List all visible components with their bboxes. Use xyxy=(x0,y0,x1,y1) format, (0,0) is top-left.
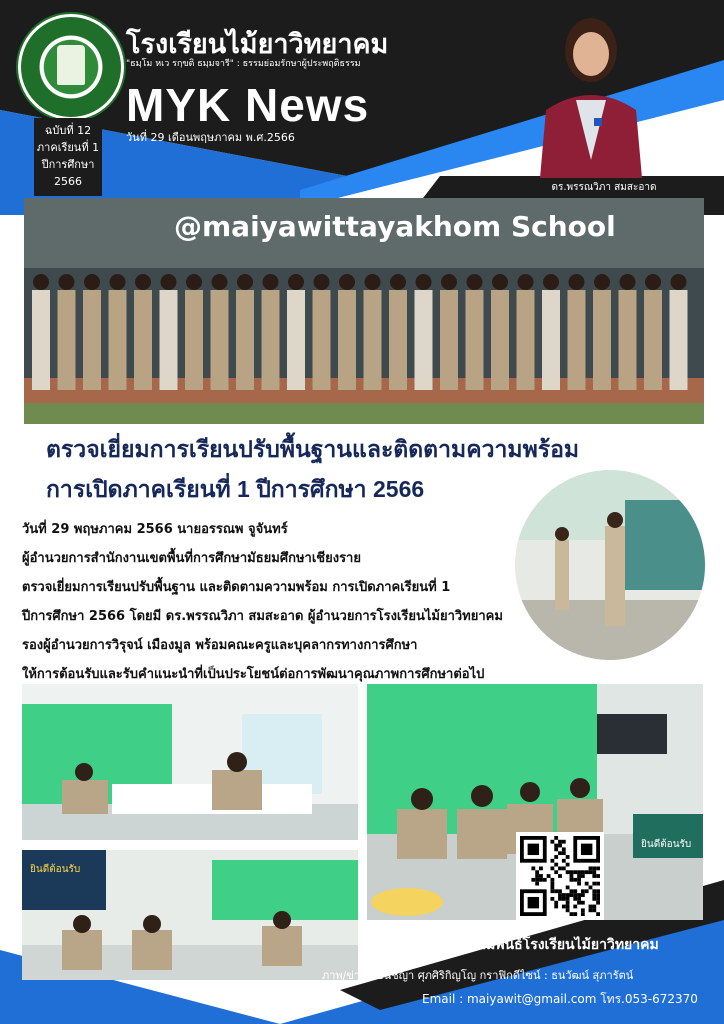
person-head xyxy=(518,274,534,290)
person-figure xyxy=(236,290,254,390)
person-figure xyxy=(491,290,509,390)
person-figure xyxy=(109,290,127,390)
school-seal-logo xyxy=(18,14,124,120)
issue-date: วันที่ 29 เดือนพฤษภาคม พ.ศ.2566 xyxy=(126,131,295,144)
person-figure xyxy=(58,290,76,390)
footer-contact: Email : maiyawit@gmail.com โทร.053-672370 xyxy=(422,992,698,1006)
person-head xyxy=(671,274,687,290)
person-figure xyxy=(619,290,637,390)
person-figure xyxy=(670,290,688,390)
group-photo xyxy=(24,198,704,424)
school-sign-text: @maiyawittayakhom School xyxy=(174,210,616,243)
welcome-sign-text: ยินดีต้อนรับ xyxy=(641,839,692,850)
body-line-6: ให้การต้อนรับและรับคำแนะนำที่เป็นประโยชน์ต่อการพัฒนาคุณภาพการศึกษาต่อไป xyxy=(22,667,485,682)
person-figure xyxy=(364,290,382,390)
person-figure xyxy=(313,290,331,390)
body-line-5: รองผู้อำนวยการวิรุจน์ เมืองมูล พร้อมคณะครูและบุคลากรทางการศึกษา xyxy=(22,638,418,653)
person-head xyxy=(492,274,508,290)
person-head xyxy=(33,274,49,290)
person-head xyxy=(365,274,381,290)
person-head xyxy=(110,274,126,290)
person-head xyxy=(186,274,202,290)
body-line-3: ตรวจเยี่ยมการเรียนปรับพื้นฐาน และติดตามความพร้อม การเปิดภาคเรียนที่ 1 xyxy=(22,580,451,595)
issue-number: ฉบับที่ 12 xyxy=(44,124,92,137)
person-head xyxy=(237,274,253,290)
person-figure xyxy=(83,290,101,390)
person-head xyxy=(620,274,636,290)
qr-code[interactable] xyxy=(516,832,604,920)
person-head xyxy=(263,274,279,290)
person-figure xyxy=(415,290,433,390)
meeting-photo-bottom xyxy=(22,850,358,980)
person-figure xyxy=(185,290,203,390)
person-head xyxy=(135,274,151,290)
person-figure xyxy=(160,290,178,390)
person-head xyxy=(59,274,75,290)
person-head xyxy=(339,274,355,290)
person-figure xyxy=(542,290,560,390)
person-head xyxy=(441,274,457,290)
person-figure xyxy=(466,290,484,390)
person-head xyxy=(594,274,610,290)
person-head xyxy=(467,274,483,290)
body-line-2: ผู้อำนวยการสำนักงานเขตพื้นที่การศึกษามัธยมศึกษาเชียงราย xyxy=(22,551,361,566)
walking-visit-photo xyxy=(515,470,705,660)
person-figure xyxy=(134,290,152,390)
school-name: โรงเรียนไม้ยาวิทยาคม xyxy=(126,29,389,59)
footer-credits: ภาพ/ข่าว : ธนัชญา ศุภศิริกิญโญ กราฟิกดีไซน์ : ธนวัฒน์ สุภารัตน์ xyxy=(322,969,634,982)
person-head xyxy=(416,274,432,290)
person-figure xyxy=(568,290,586,390)
person-head xyxy=(569,274,585,290)
headline-line-1: ตรวจเยี่ยมการเรียนปรับพื้นฐานและติดตามความพร้อม xyxy=(46,436,580,462)
person-figure xyxy=(440,290,458,390)
person-figure xyxy=(593,290,611,390)
person-figure xyxy=(338,290,356,390)
person-figure xyxy=(644,290,662,390)
person-figure xyxy=(287,290,305,390)
issue-semester: ภาคเรียนที่ 1 xyxy=(36,141,100,154)
person-figure xyxy=(517,290,535,390)
person-head xyxy=(212,274,228,290)
director-portrait xyxy=(532,10,650,178)
issue-year-label: ปีการศึกษา xyxy=(41,158,95,171)
person-figure xyxy=(32,290,50,390)
issue-year: 2566 xyxy=(54,175,82,188)
person-figure xyxy=(262,290,280,390)
screen-welcome-text: ยินดีต้อนรับ xyxy=(30,864,81,875)
person-head xyxy=(543,274,559,290)
body-line-1: วันที่ 29 พฤษภาคม 2566 นายอรรณพ จูจันทร์ xyxy=(22,522,288,537)
director-name: ดร.พรรณวิภา สมสะอาด xyxy=(551,182,657,193)
person-figure xyxy=(211,290,229,390)
person-head xyxy=(390,274,406,290)
person-head xyxy=(84,274,100,290)
headline-line-2: การเปิดภาคเรียนที่ 1 ปีการศึกษา 2566 xyxy=(46,476,425,502)
person-head xyxy=(288,274,304,290)
school-motto: "ธมฺโม หเว รกฺขติ ธมฺมจารี" : ธรรมย่อมรักษาผู้ประพฤติธรรม xyxy=(126,59,361,69)
person-head xyxy=(161,274,177,290)
person-head xyxy=(314,274,330,290)
newsletter-title: MYK News xyxy=(126,79,370,131)
meeting-photo-left xyxy=(22,684,358,840)
footer-department: งานประชาสัมพันธ์โรงเรียนไม้ยาวิทยาคม xyxy=(412,937,659,953)
person-head xyxy=(645,274,661,290)
issue-box xyxy=(34,118,102,196)
person-figure xyxy=(389,290,407,390)
body-line-4: ปีการศึกษา 2566 โดยมี ดร.พรรณวิภา สมสะอาด ผู้อำนวยการโรงเรียนไม้ยาวิทยาคม xyxy=(22,609,503,624)
